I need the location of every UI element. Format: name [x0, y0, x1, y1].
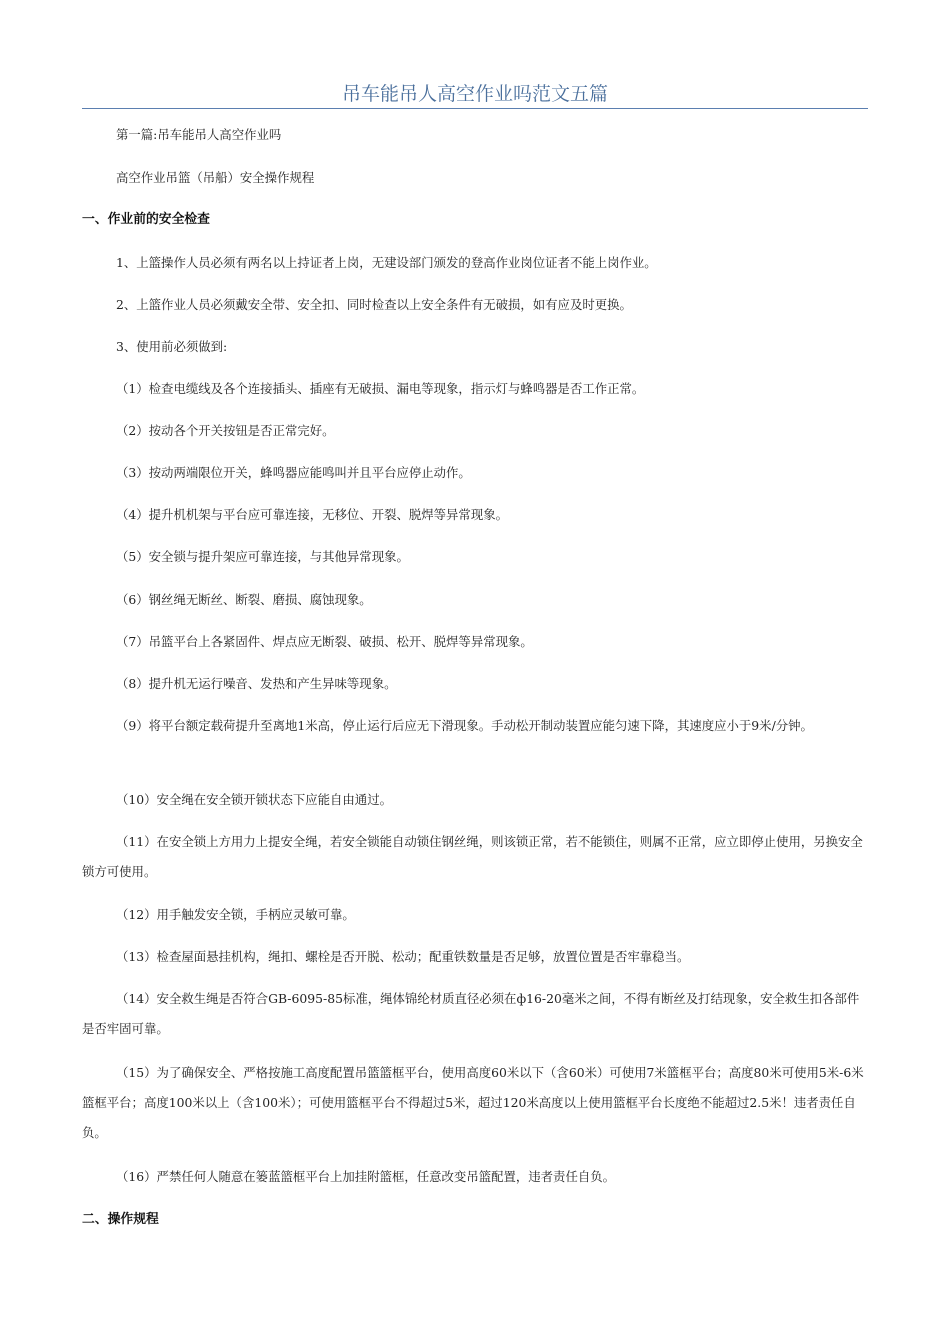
list-item: （11）在安全锁上方用力上提安全绳，若安全锁能自动锁住钢丝绳，则该锁正常，若不能锁住，则属不正常，应立即停止使用，另换安全锁方可使用。 [82, 834, 863, 879]
list-item: （4）提升机机架与平台应可靠连接，无移位、开裂、脱焊等异常现象。 [116, 507, 508, 522]
list-item: （16）严禁任何人随意在篓蓝篮框平台上加挂附篮框，任意改变吊篮配置，违者责任自负。 [116, 1169, 616, 1184]
list-item: （1）检查电缆线及各个连接插头、插座有无破损、漏电等现象，指示灯与蜂鸣器是否工作正常。 [116, 381, 645, 396]
section-heading-pre-check: 一、作业前的安全检查 [82, 212, 210, 227]
list-item: （13）检查屋面悬挂机构，绳扣、螺栓是否开脱、松动；配重铁数量是否足够，放置位置是否牢靠稳当。 [116, 949, 690, 964]
section-heading-operation: 二、操作规程 [82, 1212, 159, 1227]
list-item: （9）将平台额定载荷提升至离地1米高，停止运行后应无下滑现象。手动松开制动装置应能匀速下降，其速度应小于9米/分钟。 [116, 718, 813, 733]
document-title: 吊车能吊人高空作业吗范文五篇 [341, 83, 608, 105]
list-item: （5）安全锁与提升架应可靠连接，与其他异常现象。 [116, 549, 409, 564]
list-item: （8）提升机无运行噪音、发热和产生异味等现象。 [116, 676, 397, 691]
list-item: （7）吊篮平台上各紧固件、焊点应无断裂、破损、松开、脱焊等异常现象。 [116, 634, 533, 649]
list-item: 2、上篮作业人员必须戴安全带、安全扣、同时检查以上安全条件有无破损，如有应及时更换。 [116, 297, 632, 312]
list-item: 1、上篮操作人员必须有两名以上持证者上岗，无建设部门颁发的登高作业岗位证者不能上岗作业。 [116, 255, 657, 270]
list-item: （10）安全绳在安全锁开锁状态下应能自由通过。 [116, 792, 392, 807]
list-item: （2）按动各个开关按钮是否正常完好。 [116, 423, 335, 438]
list-item: （12）用手触发安全锁，手柄应灵敏可靠。 [116, 907, 355, 922]
title-divider [82, 108, 868, 109]
list-item: 3、使用前必须做到: [116, 339, 228, 354]
document-subtitle: 高空作业吊篮（吊船）安全操作规程 [116, 170, 315, 185]
list-item: （6）钢丝绳无断丝、断裂、磨损、腐蚀现象。 [116, 592, 372, 607]
list-item: （15）为了确保安全、严格按施工高度配置吊篮篮框平台，使用高度60米以下（含60米）可使用7米篮框平台；高度80米可使用5米-6米篮框平台；高度100米以上（含100米）；可使用篮框平台不得超过5米，超过120米高度以上使用篮框平台长度绝不能超过2.5米！违者责任自负。 [82, 1065, 864, 1140]
list-item: （14）安全救生绳是否符合GB-6095-85标准，绳体锦纶材质直径必须在ф16-20毫米之间，不得有断丝及打结现象，安全救生扣各部件是否牢固可靠。 [82, 991, 860, 1036]
list-item: （3）按动两端限位开关，蜂鸣器应能鸣叫并且平台应停止动作。 [116, 465, 471, 480]
part-title: 第一篇:吊车能吊人高空作业吗 [116, 127, 282, 142]
